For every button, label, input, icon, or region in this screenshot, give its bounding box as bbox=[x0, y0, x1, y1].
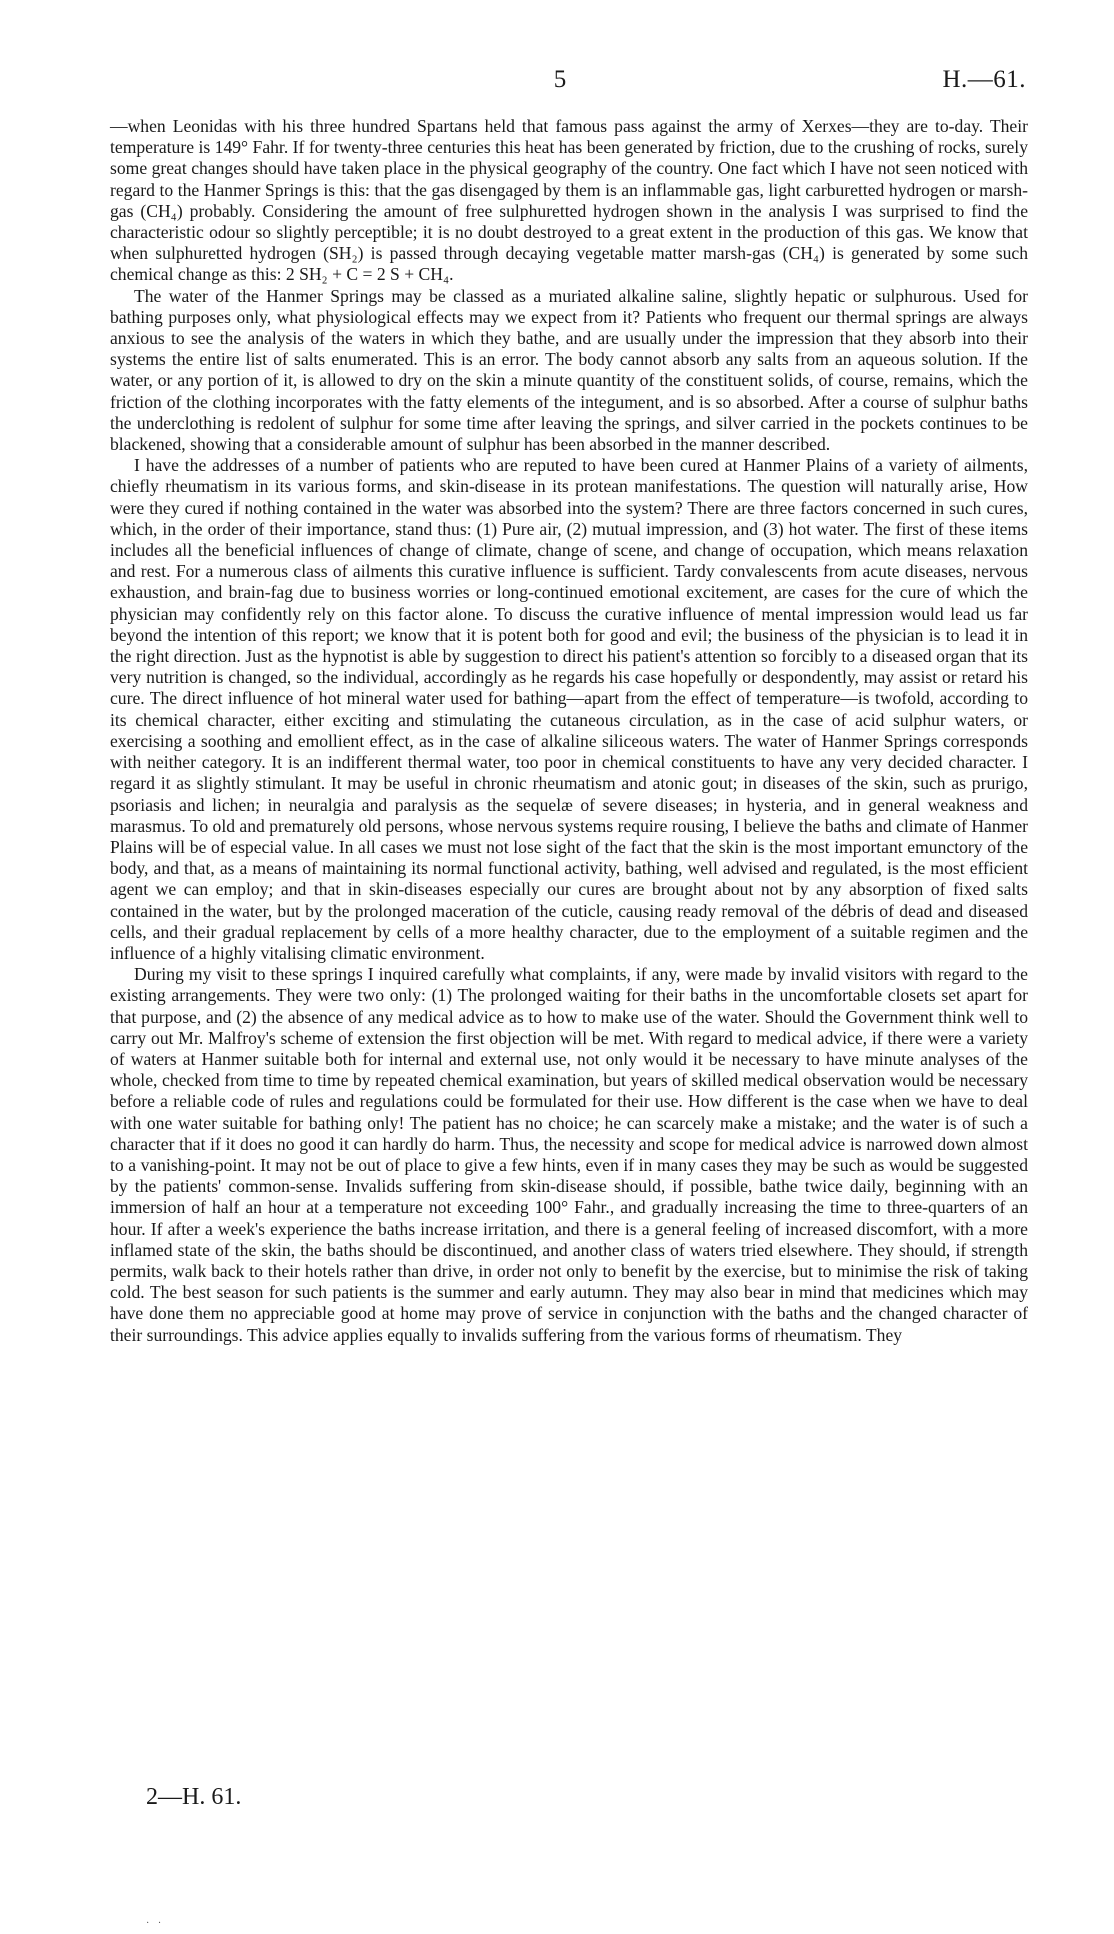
paragraph: During my visit to these springs I inquired carefully what complaints, if any, were made by invalid visitors with regard to the existing arrangements. They were two only: (1) The prolonged waiting for their baths in the uncomfortable closets set apart for that purpose, and (2) the absence of any medical advice as to how to make use of the water. Should the Government think well to carry out Mr. Malfroy's scheme of extension the first objection will be met. With regard to medical advice, if there were a variety of waters at Hanmer suitable both for internal and external use, not only would it be necessary to have minute analyses of the whole, checked from time to time by repeated chemical examination, but years of skilled medical observation would be necessary before a reliable code of rules and regulations could be formulated for their use. How different is the case when we have to deal with one water suitable for bathing only! The patient has no choice; he can scarcely make a mistake; and the water is of such a character that if it does no good it can hardly do harm. Thus, the necessity and scope for medical advice is narrowed down almost to a vanishing-point. It may not be out of place to give a few hints, even if in many cases they may be such as would be suggested by the patients' common-sense. Invalids suffering from skin-disease should, if possible, bathe twice daily, beginning with an immersion of half an hour at a temperature not exceeding 100° Fahr., and gradually increasing the time to three-quarters of an hour. If after a week's experience the baths increase irritation, and there is a general feeling of increased discomfort, with a more inflamed state of the skin, the baths should be discontinued, and another class of waters tried elsewhere. They should, if strength permits, walk back to their hotels rather than drive, in order not only to benefit by the exercise, but to minimise the risk of taking cold. The best season for such patients is the summer and early autumn. They may also bear in mind that medicines which may have done them no appreciable good at home may prove of service in conjunction with the baths and the changed character of their surroundings. This advice applies equally to invalids suffering from the various forms of rheumatism. They bbox=[110, 964, 1028, 1345]
sheet-signature: 2—H. 61. bbox=[146, 1784, 242, 1810]
scan-specks: · · bbox=[146, 1918, 165, 1929]
body-text bbox=[110, 116, 1028, 1346]
paragraph: I have the addresses of a number of patients who are reputed to have been cured at Hanmer Plains of a variety of ailments, chiefly rheumatism in its various forms, and skin-disease in its protean manifestations. The question will naturally arise, How were they cured if nothing contained in the water was absorbed into the system? There are three factors concerned in such cures, which, in the order of their importance, stand thus: (1) Pure air, (2) mutual impression, and (3) hot water. The first of these items includes all the beneficial influences of change of climate, change of scene, and change of occupation, which means relaxation and rest. For a numerous class of ailments this curative influence is sufficient. Tardy convalescents from acute diseases, nervous exhaustion, and brain-fag due to business worries or long-continued emotional excitement, are cases for the cure of which the physician may confidently rely on this factor alone. To discuss the curative influence of mental impression would lead us far beyond the intention of this report; we know that it is potent both for good and evil; the business of the physician is to lead it in the right direction. Just as the hypnotist is able by suggestion to direct his patient's attention so forcibly to a diseased organ that its very nutrition is changed, so the individual, accordingly as he regards his case hopefully or despondently, may assist or retard his cure. The direct influence of hot mineral water used for bathing—apart from the effect of temperature—is twofold, according to its chemical character, either exciting and stimulating the cutaneous circulation, as in the case of acid sulphur waters, or exercising a soothing and emollient effect, as in the case of alkaline siliceous waters. The water of Hanmer Springs corresponds with neither category. It is an indifferent thermal water, too poor in chemical constituents to have any very decided character. I regard it as slightly stimulant. It may be useful in chronic rheumatism and atonic gout; in diseases of the skin, such as prurigo, psoriasis and lichen; in neuralgia and paralysis as the sequelæ of severe diseases; in hysteria, and in general weakness and marasmus. To old and prematurely old persons, whose nervous systems require rousing, I believe the baths and climate of Hanmer Plains will be of especial value. In all cases we must not lose sight of the fact that the skin is the most important emunctory of the body, and that, as a means of maintaining its normal functional activity, bathing, well advised and regulated, is the most efficient agent we can employ; and that in skin-diseases especially our cures are brought about not by any absorption of fixed salts contained in the water, but by the prolonged maceration of the cuticle, causing ready removal of the débris of dead and diseased cells, and their gradual replacement by cells of a more healthy character, due to the employment of a suitable regimen and the influence of a highly vitalising climatic environment. bbox=[110, 455, 1028, 963]
paragraph: The water of the Hanmer Springs may be classed as a muriated alkaline saline, slightly hepatic or sulphurous. Used for bathing purposes only, what physiological effects may we expect from it? Patients who frequent our thermal springs are always anxious to see the analysis of the waters in which they bathe, and are usually under the impression that they absorb into their systems the entire list of salts enumerated. This is an error. The body cannot absorb any salts from an aqueous solution. If the water, or any portion of it, is allowed to dry on the skin a minute quantity of the constituent solids, of course, remains, which the friction of the clothing incorporates with the fatty elements of the integument, and is so absorbed. After a course of sulphur baths the underclothing is redolent of sulphur for some time after leaving the springs, and silver carried in the pockets continues to be blackened, showing that a considerable amount of sulphur has been absorbed in the manner described. bbox=[110, 285, 1028, 455]
page-number: 5 bbox=[553, 66, 567, 93]
document-reference: H.—61. bbox=[942, 66, 1026, 93]
paragraph: —when Leonidas with his three hundred Spartans held that famous pass against the army of Xerxes—they are to-day. Their temperature is 149° Fahr. If for twenty-three centuries this heat has been generated by friction, due to the crushing of rocks, surely some great changes should have taken place in the physical geography of the country. One fact which I have not seen noticed with regard to the Hanmer Springs is this: that the gas disengaged by them is an inflammable gas, light carburetted hydrogen or marsh-gas (CH₄) probably. Considering the amount of free sulphuretted hydrogen shown in the analysis I was surprised to find the characteristic odour so slightly perceptible; it is no doubt destroyed to a great extent in the production of this gas. We know that when sulphuretted hydrogen (SH₂) is passed through decaying vegetable matter marsh-gas (CH₄) is generated by some such chemical change as this: 2 SH₂ + C = 2 S + CH₄. bbox=[110, 116, 1028, 285]
